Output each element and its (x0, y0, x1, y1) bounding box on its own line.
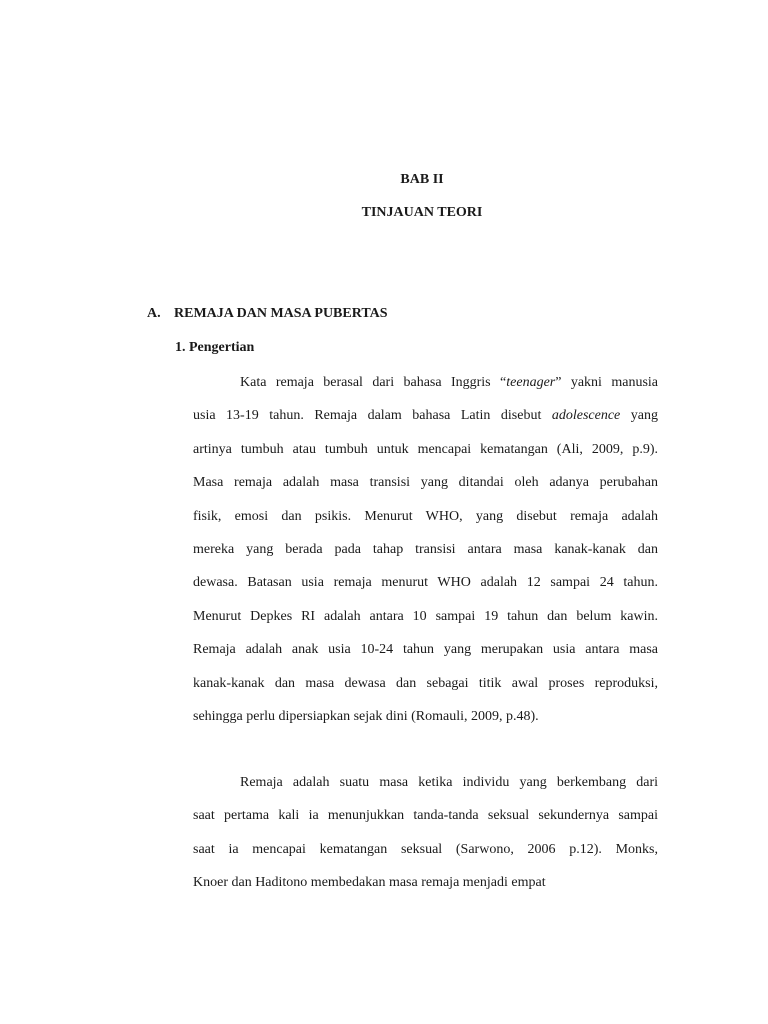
paragraph-line: dewasa. Batasan usia remaja menurut WHO adalah 12 sampai 24 tahun. (193, 575, 658, 591)
paragraph-line: Masa remaja adalah masa transisi yang ditandai oleh adanya perubahan (193, 475, 658, 491)
chapter-title: TINJAUAN TEORI (361, 205, 483, 220)
paragraph-line: fisik, emosi dan psikis. Menurut WHO, yang disebut remaja adalah (193, 508, 658, 524)
paragraph-line: Knoer dan Haditono membedakan masa remaja menjadi empat (193, 875, 546, 891)
italic-term: teenager (506, 375, 556, 390)
paragraph-line: saat ia mencapai kematangan seksual (Sarwono, 2006 p.12). Monks, (193, 841, 658, 857)
paragraph-line (193, 399, 658, 432)
text-run: Kata remaja berasal dari bahasa Inggris “ (240, 375, 507, 390)
text-run: yang (620, 408, 658, 424)
paragraph-definition (193, 366, 658, 733)
paragraph-line (193, 366, 658, 399)
subsection-heading: 1. Pengertian (175, 340, 255, 355)
paragraph-line: artinya tumbuh atau tumbuh untuk mencapai kematangan (Ali, 2009, p.9). (193, 441, 658, 457)
section-letter: A. (147, 306, 161, 321)
italic-term: adolescence (551, 408, 621, 424)
paragraph-development (193, 766, 658, 900)
paragraph-line: Remaja adalah anak usia 10-24 tahun yang merupakan usia antara masa (193, 642, 658, 658)
text-run: usia 13-19 tahun. Remaja dalam bahasa Latin disebut (193, 408, 552, 424)
paragraph-line: mereka yang berada pada tahap transisi antara masa kanak-kanak dan (193, 541, 658, 557)
chapter-number: BAB II (400, 172, 444, 187)
paragraph-line: Remaja adalah suatu masa ketika individu yang berkembang dari (240, 775, 658, 790)
paragraph-line: kanak-kanak dan masa dewasa dan sebagai titik awal proses reproduksi, (193, 675, 658, 691)
section-heading (147, 306, 388, 322)
section-title: REMAJA DAN MASA PUBERTAS (174, 306, 388, 321)
paragraph-line: saat pertama kali ia menunjukkan tanda-tanda seksual sekundernya sampai (193, 808, 658, 824)
paragraph-line: sehingga perlu dipersiapkan sejak dini (Romauli, 2009, p.48). (193, 708, 539, 724)
text-run: ” yakni manusia (555, 375, 658, 390)
paragraph-line: Menurut Depkes RI adalah antara 10 sampai 19 tahun dan belum kawin. (193, 608, 658, 624)
